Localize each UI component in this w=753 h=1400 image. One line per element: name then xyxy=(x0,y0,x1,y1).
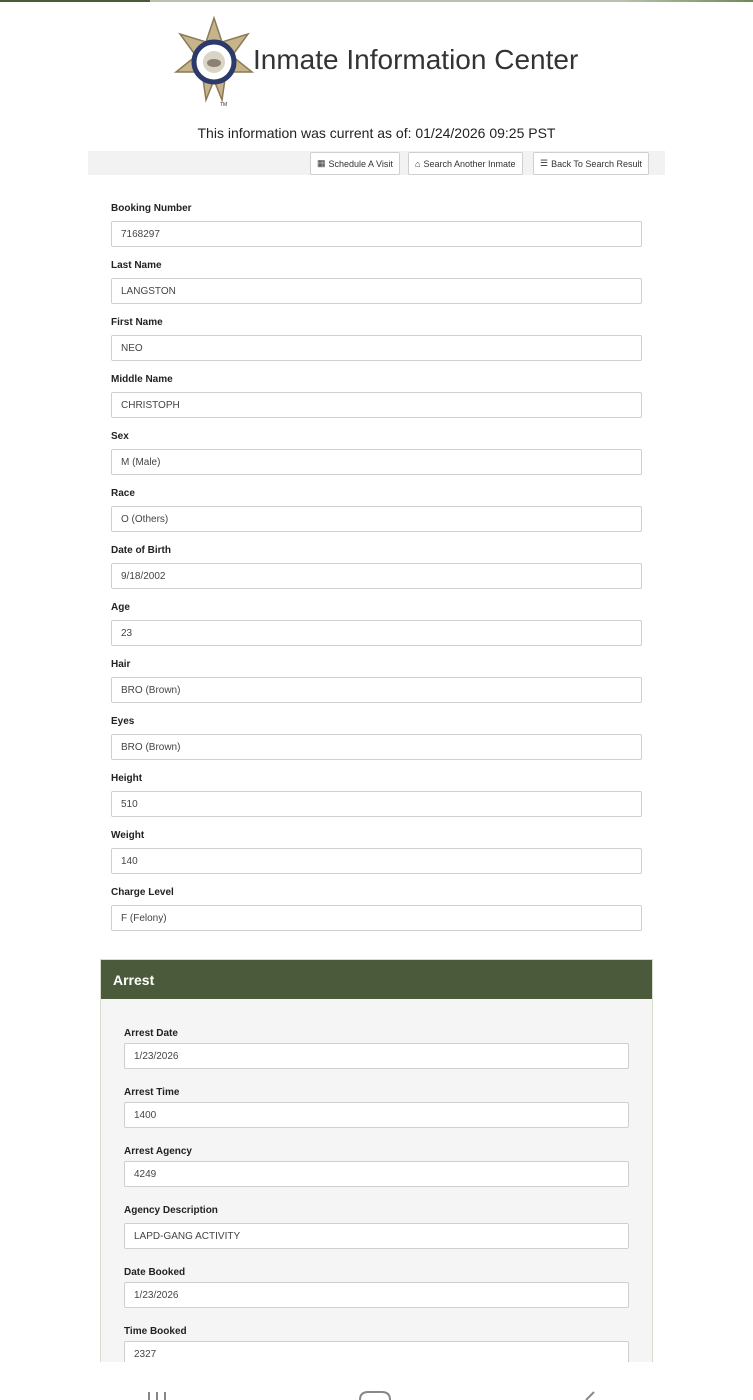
sheriff-badge-logo xyxy=(172,16,256,110)
sex-label: Sex xyxy=(111,431,129,442)
page-title: Inmate Information Center xyxy=(253,44,579,75)
time-booked-label: Time Booked xyxy=(124,1326,187,1337)
first-name-input[interactable]: NEO xyxy=(111,335,642,361)
time-booked-input[interactable]: 2327 xyxy=(124,1341,629,1367)
weight-input[interactable]: 140 xyxy=(111,848,642,874)
search-another-inmate-label: Search Another Inmate xyxy=(423,158,516,169)
date-of-birth-input[interactable]: 9/18/2002 xyxy=(111,563,642,589)
weight-field xyxy=(111,824,642,881)
date-of-birth-field xyxy=(111,539,642,596)
charge-level-input[interactable]: F (Felony) xyxy=(111,905,642,931)
calendar-icon: ▦ xyxy=(317,158,326,168)
height-input[interactable]: 510 xyxy=(111,791,642,817)
home-icon: ⌂ xyxy=(415,158,421,169)
eyes-label: Eyes xyxy=(111,716,135,727)
agency-description-field xyxy=(124,1203,629,1265)
system-navigation-bar xyxy=(0,1362,753,1400)
sex-input[interactable]: M (Male) xyxy=(111,449,642,475)
last-name-input[interactable]: LANGSTON xyxy=(111,278,642,304)
sex-field xyxy=(111,425,642,482)
race-input[interactable]: O (Others) xyxy=(111,506,642,532)
home-nav-icon[interactable] xyxy=(356,1390,396,1400)
booking-number-input[interactable]: 7168297 xyxy=(111,221,642,247)
date-booked-label: Date Booked xyxy=(124,1267,186,1278)
inmate-details xyxy=(111,197,642,938)
last-name-label: Last Name xyxy=(111,260,162,271)
search-another-inmate-button[interactable] xyxy=(408,152,523,175)
arrest-panel-header: Arrest xyxy=(101,960,652,999)
weight-label: Weight xyxy=(111,830,145,841)
date-booked-field xyxy=(124,1265,629,1324)
middle-name-field xyxy=(111,368,642,425)
action-toolbar xyxy=(88,151,665,175)
arrest-date-field xyxy=(124,1026,629,1085)
hair-field xyxy=(111,653,642,710)
schedule-visit-label: Schedule A Visit xyxy=(328,158,393,169)
last-name-field xyxy=(111,254,642,311)
eyes-input[interactable]: BRO (Brown) xyxy=(111,734,642,760)
arrest-time-input[interactable]: 1400 xyxy=(124,1102,629,1128)
arrest-panel xyxy=(100,959,653,1379)
back-nav-icon[interactable] xyxy=(578,1390,618,1400)
hair-input[interactable]: BRO (Brown) xyxy=(111,677,642,703)
race-label: Race xyxy=(111,488,135,499)
arrest-time-field xyxy=(124,1085,629,1144)
date-booked-input[interactable]: 1/23/2026 xyxy=(124,1282,629,1308)
top-accent-bar xyxy=(0,0,753,2)
arrest-time-label: Arrest Time xyxy=(124,1087,180,1098)
first-name-label: First Name xyxy=(111,317,163,328)
charge-level-label: Charge Level xyxy=(111,887,174,898)
header xyxy=(0,14,753,110)
last-updated-text: This information was current as of: 01/24/2026 09:25 PST xyxy=(197,125,556,141)
height-field xyxy=(111,767,642,824)
height-label: Height xyxy=(111,773,143,784)
hair-label: Hair xyxy=(111,659,131,670)
age-label: Age xyxy=(111,602,130,613)
arrest-agency-field xyxy=(124,1144,629,1203)
charge-level-field xyxy=(111,881,642,938)
arrest-agency-input[interactable]: 4249 xyxy=(124,1161,629,1187)
race-field xyxy=(111,482,642,539)
age-input[interactable]: 23 xyxy=(111,620,642,646)
agency-description-label: Agency Description xyxy=(124,1205,218,1216)
date-of-birth-label: Date of Birth xyxy=(111,545,171,556)
booking-number-field xyxy=(111,197,642,254)
first-name-field xyxy=(111,311,642,368)
arrest-date-input[interactable]: 1/23/2026 xyxy=(124,1043,629,1069)
booking-number-label: Booking Number xyxy=(111,203,192,214)
list-icon: ☰ xyxy=(540,158,549,168)
eyes-field xyxy=(111,710,642,767)
middle-name-label: Middle Name xyxy=(111,374,173,385)
arrest-details xyxy=(124,1026,629,1379)
arrest-agency-label: Arrest Agency xyxy=(124,1146,192,1157)
svg-text:TM: TM xyxy=(220,102,228,108)
agency-description-input[interactable]: LAPD-GANG ACTIVITY xyxy=(124,1223,629,1249)
age-field xyxy=(111,596,642,653)
arrest-date-label: Arrest Date xyxy=(124,1028,178,1039)
schedule-visit-button[interactable] xyxy=(310,152,400,175)
back-to-search-result-button[interactable] xyxy=(533,152,649,175)
recent-apps-icon[interactable] xyxy=(145,1390,185,1400)
back-to-search-result-label: Back To Search Result xyxy=(551,158,642,169)
middle-name-input[interactable]: CHRISTOPH xyxy=(111,392,642,418)
